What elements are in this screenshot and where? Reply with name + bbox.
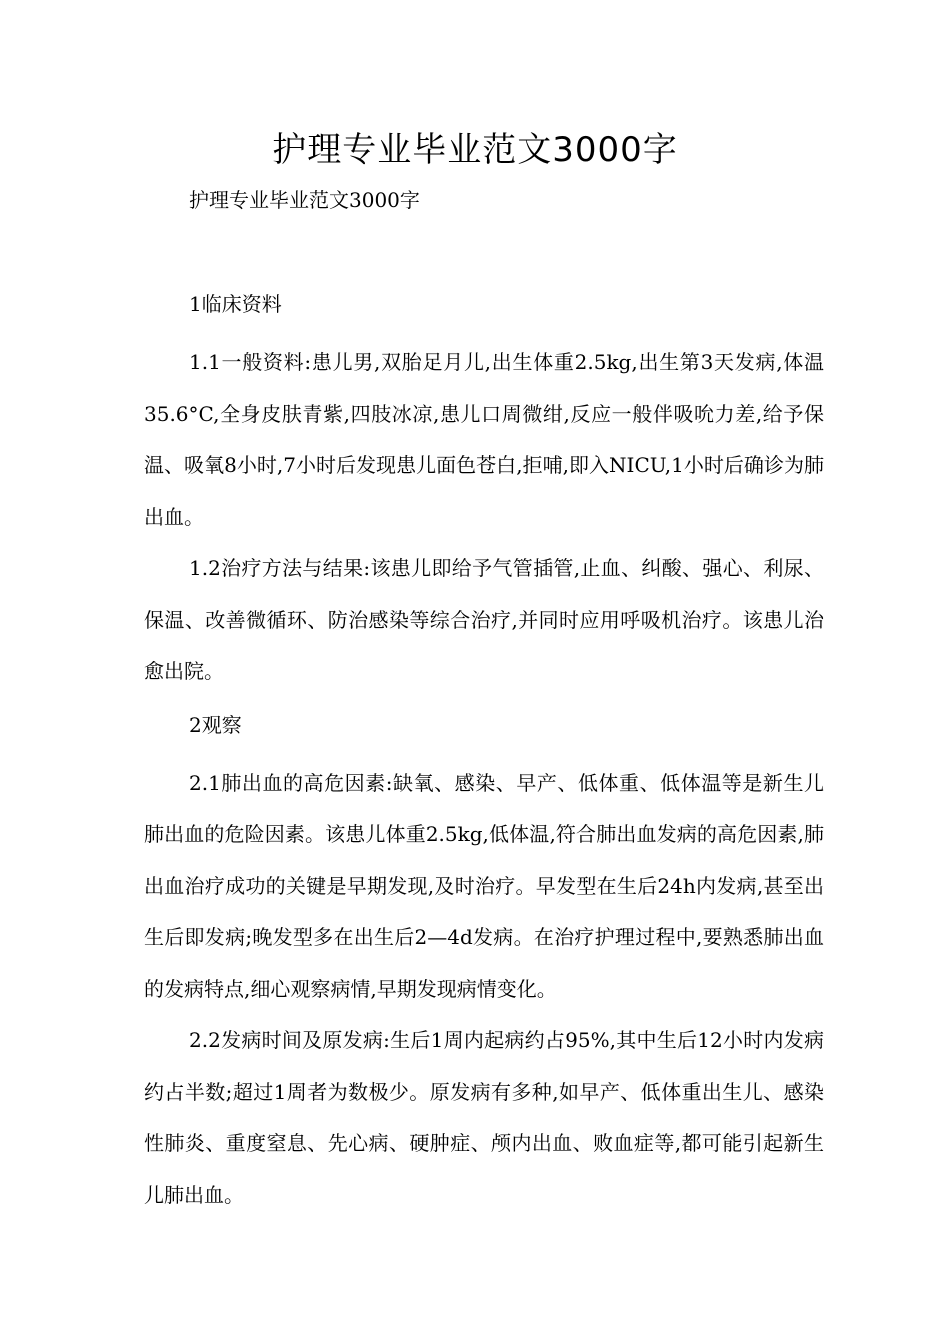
paragraph-2-2: 2.2发病时间及原发病:生后1周内起病约占95%,其中生后12小时内发病约占半数;超过1周者为数极少。原发病有多种,如早产、低体重出生儿、感染性肺炎、重度窒息、先心病、硬肿症、颅内出血、败血症等,都可能引起新生儿肺出血。	[144, 1028, 824, 1207]
document-body	[144, 183, 824, 1221]
section-heading-2: 2观察	[189, 712, 242, 737]
document-subtitle: 护理专业毕业范文3000字	[189, 188, 420, 212]
spacer	[144, 698, 824, 708]
paragraph-1-1: 1.1一般资料:患儿男,双胎足月儿,出生体重2.5kg,出生第3天发病,体温35.6°C,全身皮肤青紫,四肢冰凉,患儿口周微绀,反应一般伴吸吮力差,给予保温、吸氧8小时,7小时后发现患儿面色苍白,拒哺,即入NICU,1小时后确诊为肺出血。	[144, 350, 824, 529]
blank-gap	[144, 217, 824, 287]
spacer	[144, 742, 824, 758]
section-heading-1: 1临床资料	[189, 292, 282, 316]
spacer	[144, 321, 824, 337]
paragraph-2-1: 2.1肺出血的高危因素:缺氧、感染、早产、低体重、低体温等是新生儿肺出血的危险因素。该患儿体重2.5kg,低体温,符合肺出血发病的高危因素,肺出血治疗成功的关键是早期发现,及时治疗。早发型在生后24h内发病,甚至出生后即发病;晚发型多在出生后2—4d发病。在治疗护理过程中,要熟悉肺出血的发病特点,细心观察病情,早期发现病情变化。	[144, 770, 824, 1001]
document-title: 护理专业毕业范文3000字	[272, 130, 678, 170]
paragraph-1-2: 1.2治疗方法与结果:该患儿即给予气管插管,止血、纠酸、强心、利尿、保温、改善微循环、防治感染等综合治疗,并同时应用呼吸机治疗。该患儿治愈出院。	[144, 556, 824, 683]
